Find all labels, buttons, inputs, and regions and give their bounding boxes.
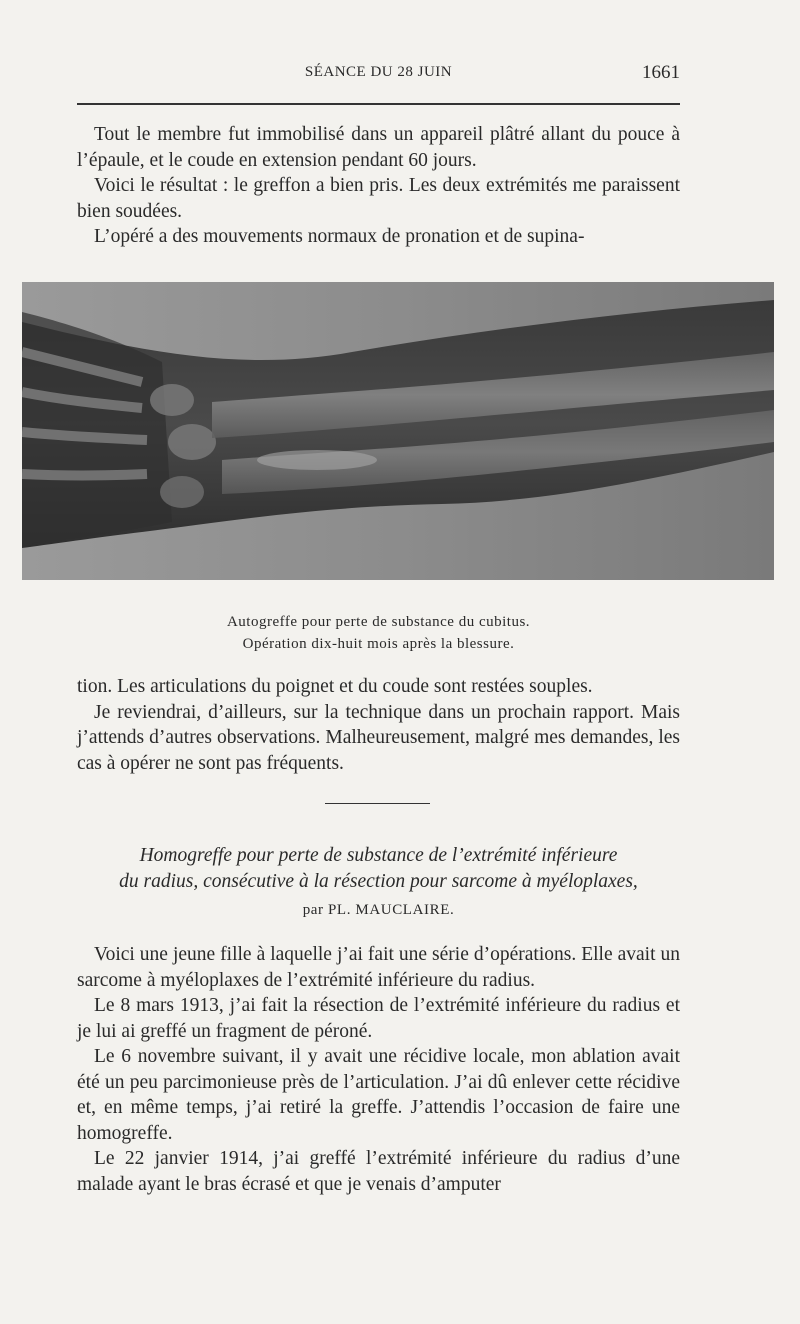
- article-text-block: [77, 942, 680, 1197]
- title-line: du radius, consécutive à la résection pour sarcome à myéloplaxes,: [119, 871, 638, 892]
- top-text-block: [77, 122, 680, 250]
- caption-line: Autogreffe pour perte de substance du cubitus.: [226, 614, 531, 630]
- paragraph: Voici une jeune fille à laquelle j’ai fait une série d’opérations. Elle avait un sarcome à myéloplaxes de l’extrémité inférieure du radius.: [77, 944, 680, 991]
- byline: par PL. MAUCLAIRE.: [302, 902, 455, 918]
- paragraph: Je reviendrai, d’ailleurs, sur la technique dans un prochain rapport. Mais j’attends d’autres observations. Malheureusement, malgré mes demandes, les cas à opérer ne sont pas fréquents.: [77, 701, 680, 774]
- paragraph: Tout le membre fut immobilisé dans un appareil plâtré allant du pouce à l’épaule, et le coude en extension pendant 60 jours.: [77, 124, 680, 171]
- caption-line: Opération dix-huit mois après la blessure.: [242, 636, 515, 652]
- running-head: [77, 60, 680, 90]
- figure-caption: [77, 611, 680, 655]
- paragraph: Le 8 mars 1913, j’ai fait la résection de l’extrémité inférieure du radius et je lui ai greffé un fragment de péroné.: [77, 995, 680, 1042]
- paragraph: Le 22 janvier 1914, j’ai greffé l’extrémité inférieure du radius d’une malade ayant le bras écrasé et que je venais d’amputer: [77, 1148, 680, 1195]
- title-line: Homogreffe pour perte de substance de l’extrémité inférieure: [139, 845, 618, 866]
- running-title: SÉANCE DU 28 JUIN: [304, 64, 453, 80]
- article-title: [77, 843, 680, 895]
- xray-photograph: [22, 282, 774, 580]
- middle-text-block: [77, 674, 680, 776]
- section-separator: [325, 803, 430, 804]
- paragraph: tion. Les articulations du poignet et du coude sont restées souples.: [77, 676, 593, 697]
- page-number: 1661: [642, 62, 680, 83]
- paragraph: L’opéré a des mouvements normaux de pronation et de supina-: [94, 226, 585, 247]
- paragraph: Voici le résultat : le greffon a bien pris. Les deux extrémités me paraissent bien soudées.: [77, 175, 680, 222]
- header-rule: [77, 103, 680, 105]
- paragraph: Le 6 novembre suivant, il y avait une récidive locale, mon ablation avait été un peu parcimonieuse près de l’articulation. J’ai dû enlever cette récidive et, en même temps, j’ai retiré la greffe. J’attendis l’occasion de faire une homogreffe.: [77, 1046, 680, 1144]
